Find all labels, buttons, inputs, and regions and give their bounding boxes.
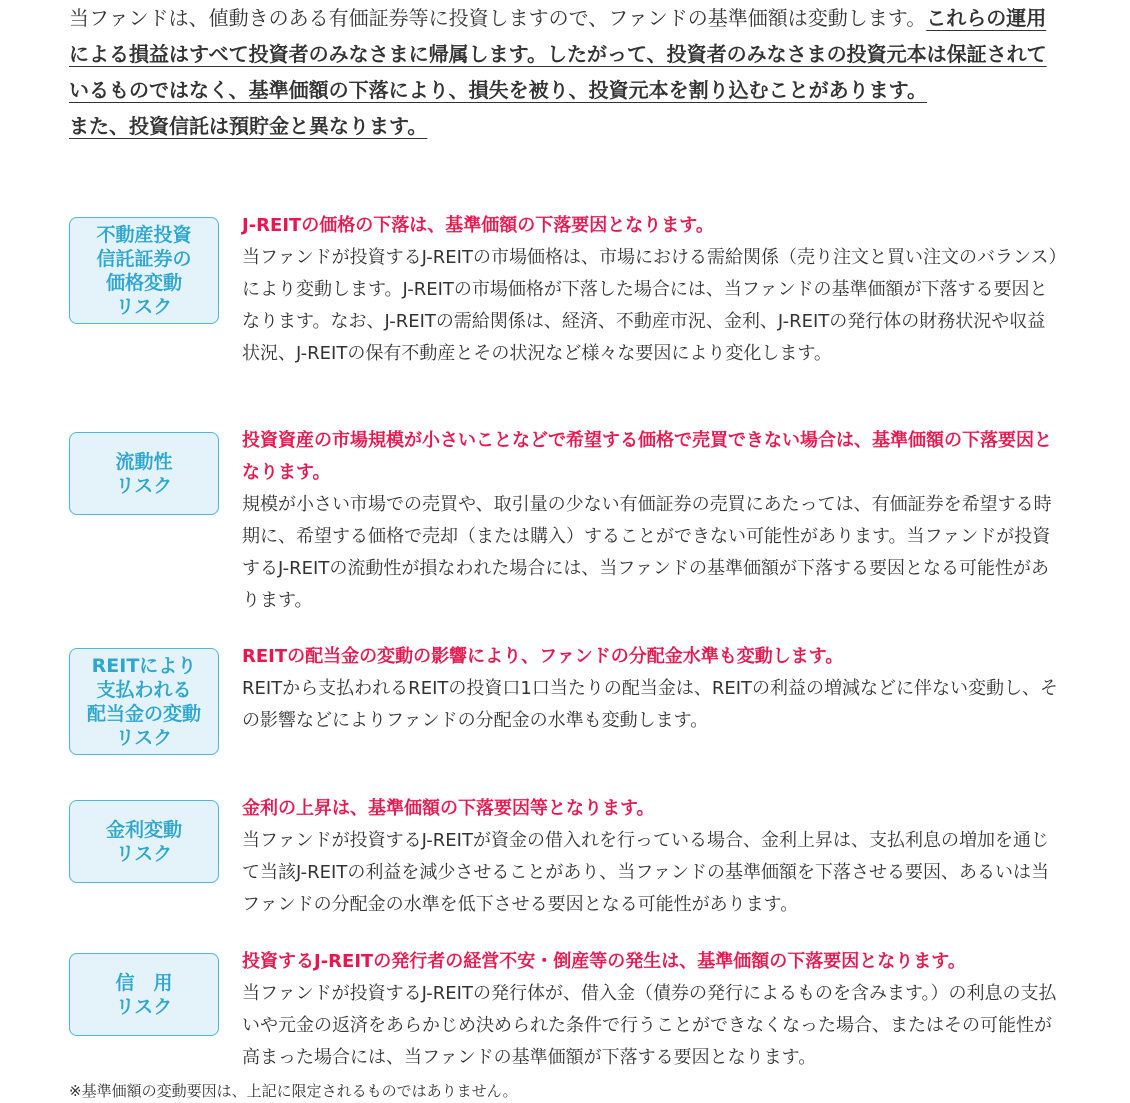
risk-label-text: 不動産投資 信託証券の 価格変動 リスク (96, 223, 192, 318)
risk-label-box (69, 800, 219, 883)
risk-body (242, 425, 1062, 617)
risk-heading: 投資するJ-REITの発行者の経営不安・倒産等の発生は、基準価額の下落要因となります。 (242, 951, 966, 972)
risk-label-text: 信 用 リスク (115, 971, 173, 1018)
risk-description: 当ファンドが投資するJ-REITの発行体が、借入金（債券の発行によるものを含みます。）の利息の支払いや元金の返済をあらかじめ決められた条件で行うことができなくなった場合、またはその可能性が高まった場合には、当ファンドの基準価額が下落する要因となります。 (242, 983, 1057, 1068)
risk-description: 規模が小さい市場での売買や、取引量の少ない有価証券の売買にあたっては、有価証券を希望する時期に、希望する価格で売却（または購入）することができない可能性があります。当ファンドが投資するJ-REITの流動性が損なわれた場合には、当ファンドの基準価額が下落する要因となる可能性があります。 (242, 494, 1052, 611)
risk-heading: 金利の上昇は、基準価額の下落要因等となります。 (242, 798, 655, 819)
intro-emphasis-text: これらの運用による損益はすべて投資者のみなさまに帰属します。したがって、投資者のみなさまの投資元本は保証されているものではなく、基準価額の下落により、損失を被り、投資元本を割り込むことがあります。 (69, 6, 1047, 102)
risk-label-box (69, 432, 219, 515)
intro-paragraph (69, 0, 1061, 144)
risk-label-text: 金利変動 リスク (105, 818, 182, 865)
risk-description: 当ファンドが投資するJ-REITの市場価格は、市場における需給関係（売り注文と買い注文のバランス）により変動します。J-REITの市場価格が下落した場合には、当ファンドの基準価額が下落する要因となります。なお、J-REITの需給関係は、経済、不動産市況、金利、J-REITの発行体の財務状況や収益状況、J-REITの保有不動産とその状況など様々な要因により変化します。 (242, 247, 1058, 364)
risk-body (242, 793, 1062, 921)
intro-line2-text: また、投資信託は預貯金と異なります。 (69, 114, 428, 138)
risk-heading: REITの配当金の変動の影響により、ファンドの分配金水準も変動します。 (242, 646, 844, 667)
risk-label-text: REITにより 支払われる 配当金の変動 リスク (86, 654, 201, 749)
risk-body (242, 946, 1062, 1074)
risk-label-box (69, 953, 219, 1036)
risk-description: 当ファンドが投資するJ-REITが資金の借入れを行っている場合、金利上昇は、支払利息の増加を通じて当該J-REITの利益を減少させることがあり、当ファンドの基準価額を下落させる要因、あるいは当ファンドの分配金の水準を低下させる要因となる可能性があります。 (242, 830, 1049, 915)
risk-body (242, 641, 1062, 737)
footnote: ※基準価額の変動要因は、上記に限定されるものではありません。 (69, 1082, 518, 1100)
risk-label-text: 流動性 リスク (115, 450, 173, 497)
risk-description: REITから支払われるREITの投資口1口当たりの配当金は、REITの利益の増減などに伴ない変動し、その影響などによりファンドの分配金の水準も変動します。 (242, 678, 1058, 731)
risk-label-box (69, 217, 219, 324)
risk-heading: J-REITの価格の下落は、基準価額の下落要因となります。 (242, 215, 714, 236)
risk-body (242, 210, 1062, 370)
intro-normal-text: 当ファンドは、値動きのある有価証券等に投資しますので、ファンドの基準価額は変動します。 (69, 6, 927, 30)
risk-heading: 投資資産の市場規模が小さいことなどで希望する価格で売買できない場合は、基準価額の下落要因となります。 (242, 430, 1052, 483)
risk-label-box (69, 648, 219, 755)
